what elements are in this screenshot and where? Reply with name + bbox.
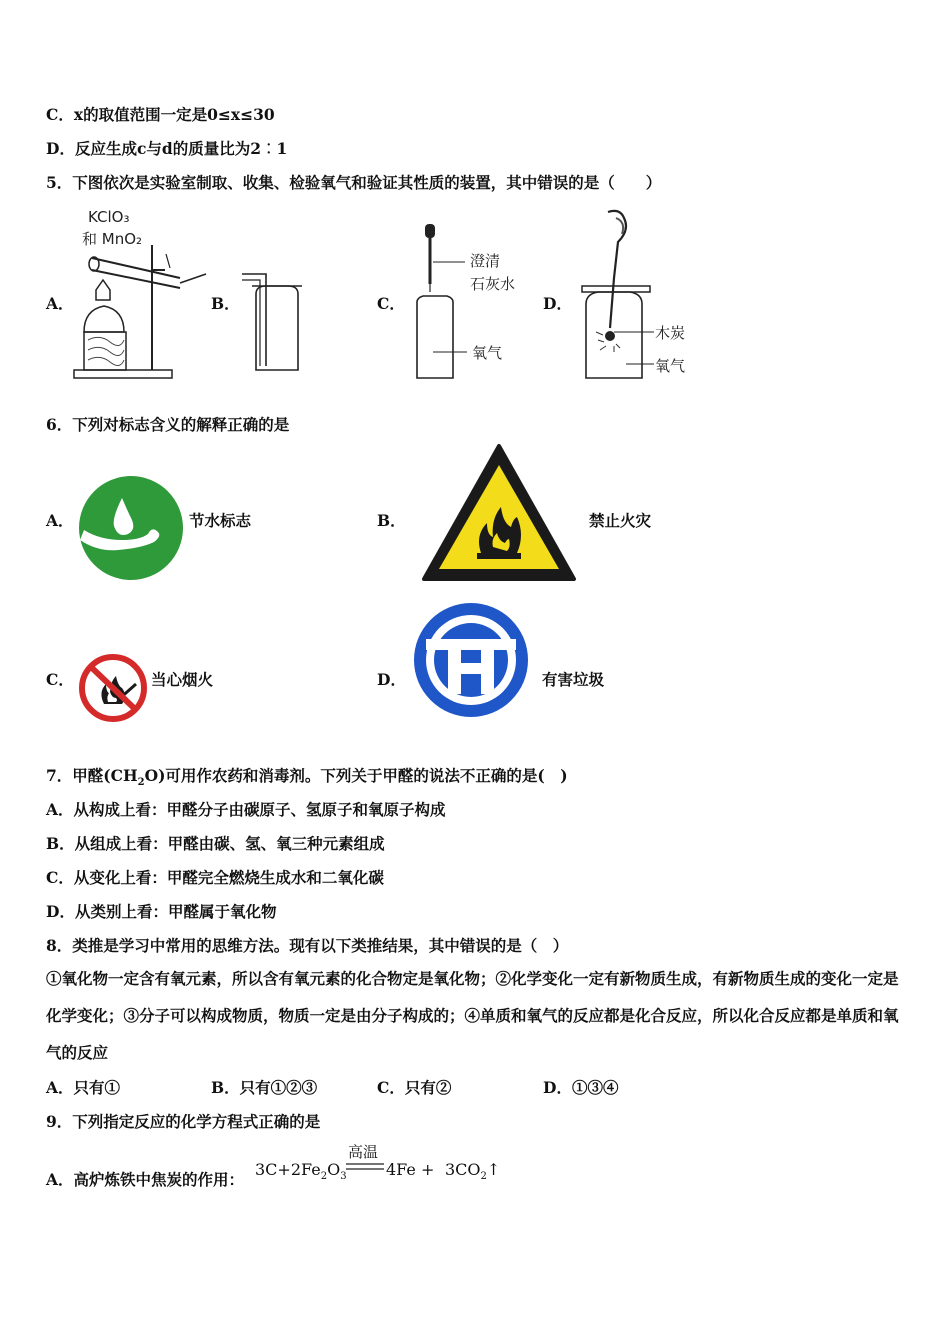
q9-rhs-iron: 4Fe + <box>386 1160 435 1179</box>
q6-text-a: 节水标志 <box>189 511 252 530</box>
no-fire-sign-icon <box>78 654 148 722</box>
q9-lhs-sub-1: 2 <box>320 1171 328 1183</box>
q7-option-c: C．从变化上看：甲醛完全燃烧生成水和二氧化碳 <box>46 868 384 887</box>
q7-stem-part-1: 7．甲醛(CH <box>46 766 138 785</box>
q9-option-a-text: A．高炉炼铁中焦炭的作用： <box>46 1170 245 1189</box>
q9-rhs-part: 3CO <box>445 1160 481 1179</box>
q8-option-b: B．只有①②③ <box>211 1078 318 1097</box>
q8-stem: 8．类推是学习中常用的思维方法。现有以下类推结果，其中错误的是（ ） <box>46 936 569 955</box>
q9-condition: 高温 <box>348 1143 379 1161</box>
q7-stem <box>46 764 568 788</box>
q6-label-c: C． <box>46 670 74 689</box>
q5c-dropper-bottle-icon <box>405 222 475 382</box>
q7-stem-subscript: 2 <box>137 777 145 789</box>
q5-label-b: B． <box>211 294 240 313</box>
q4-option-c: C．x的取值范围一定是0≤x≤30 <box>46 105 275 124</box>
q7-option-d: D．从类别上看：甲醛属于氧化物 <box>46 902 277 921</box>
q9-lhs-sub-2: 3 <box>340 1171 347 1183</box>
q9-stem: 9．下列指定反应的化学方程式正确的是 <box>46 1112 321 1131</box>
q7-option-b: B．从组成上看：甲醛由碳、氢、氧三种元素组成 <box>46 834 385 853</box>
q9-lhs-part-1: 3C+2Fe <box>255 1160 321 1179</box>
q5c-reagent-label-2: 石灰水 <box>470 275 516 293</box>
q6-label-d: D． <box>377 670 406 689</box>
q6-text-b: 禁止火灾 <box>589 511 652 530</box>
q6-label-a: A． <box>46 511 74 530</box>
q5d-solid-label: 木炭 <box>655 324 686 342</box>
q9-lhs-part-2: O <box>327 1160 341 1179</box>
q5c-gas-label: 氧气 <box>472 344 503 362</box>
q5d-charcoal-burning-icon <box>578 208 658 383</box>
q5-label-c: C． <box>377 294 405 313</box>
q8-option-d: D．①③④ <box>543 1078 619 1097</box>
q5c-reagent-label-1: 澄清 <box>470 252 501 270</box>
q9-gas-arrow: ↑ <box>486 1160 501 1179</box>
q6-stem: 6．下列对标志含义的解释正确的是 <box>46 415 290 434</box>
q4-option-d: D．反应生成c与d的质量比为2︰1 <box>46 139 288 158</box>
q5-label-a: A． <box>46 294 74 313</box>
q7-stem-part-2: O)可用作农药和消毒剂。下列关于甲醛的说法不正确的是( ) <box>144 766 568 785</box>
q7-option-a: A．从构成上看：甲醛分子由碳原子、氢原子和氧原子构成 <box>46 800 446 819</box>
q6-text-c: 当心烟火 <box>151 670 214 689</box>
q9-rhs-sub: 2 <box>480 1171 487 1183</box>
water-saving-sign-icon <box>78 476 184 580</box>
highway-sign-icon <box>414 603 528 717</box>
q6-text-d: 有害垃圾 <box>542 670 605 689</box>
q5d-gas-label: 氧气 <box>655 357 686 375</box>
q5a-reagent-label-2: 和 MnO₂ <box>82 230 143 248</box>
q5b-collection-bottle-icon <box>240 268 304 374</box>
q8-option-c: C．只有② <box>377 1078 452 1097</box>
q5a-heating-apparatus-icon <box>70 240 210 385</box>
q5-label-d: D． <box>543 294 572 313</box>
q8-statements: ①氧化物一定含有氧元素，所以含有氧元素的化合物定是氧化物；②化学变化一定有新物质生成，有新物质生成的变化一定是化学变化；③分子可以构成物质，物质一定是由分子构成的；④单质和氧气的反应都是化合反应，所以化合反应都是单质和氧气的反应 <box>46 969 899 1062</box>
q9-rhs-co2 <box>445 1160 500 1182</box>
q8-option-a: A．只有① <box>46 1078 121 1097</box>
q5a-reagent-label-1: KClO₃ <box>88 208 130 226</box>
q5-stem: 5．下图依次是实验室制取、收集、检验氧气和验证其性质的装置，其中错误的是（ ） <box>46 173 662 192</box>
q6-label-b: B． <box>377 511 406 530</box>
flammable-warning-sign-icon <box>421 443 577 583</box>
q9-equation-lhs <box>255 1160 347 1182</box>
q9-equals-sign-icon <box>346 1163 384 1171</box>
